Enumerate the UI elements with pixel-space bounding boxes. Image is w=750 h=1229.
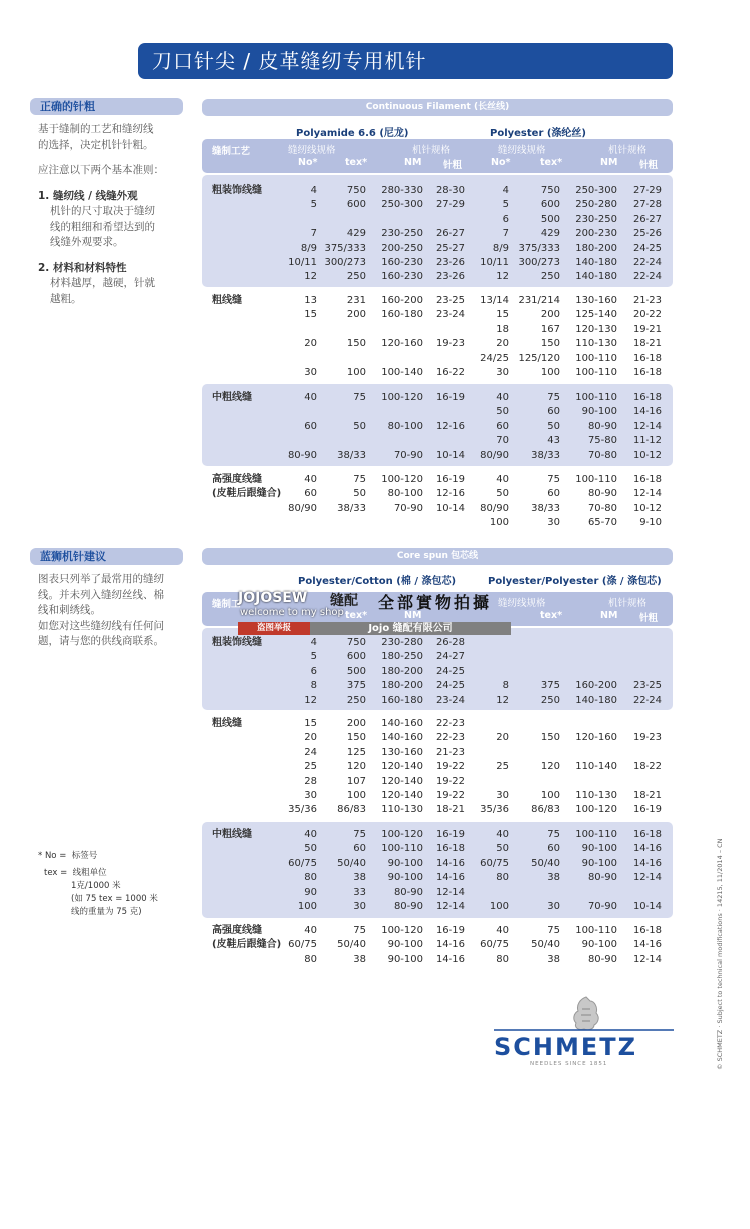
table-cell-column-b-sz: 21-23 20-22 19-21 18-21 16-18 16-18 <box>632 295 662 379</box>
process-category: 粗装饰线缝 <box>212 637 262 648</box>
table-cell-column-a-tex: 75 50/40 38 <box>337 925 366 965</box>
page-title: 刀口针尖 / 皮革缝纫专用机针 <box>138 43 673 79</box>
table-cell-column-b-tex: 75 60 50 43 38/33 <box>531 392 560 461</box>
table-cell-column-b-nm: 100-110 90-100 80-90 75-80 70-80 <box>575 392 617 461</box>
table-cell-column-b-no: 40 50 60/75 80 100 <box>480 829 509 913</box>
table-cell-column-b-sz: 27-29 27-28 26-27 25-26 24-25 22-24 22-24 <box>632 185 662 283</box>
rule-text: 材料越厚，越硬，针就 越粗。 <box>50 277 155 305</box>
side-paragraph: 基于缝制的工艺和缝纫线 的选择，决定机针针粗。 <box>38 123 154 151</box>
table-cell-column-a-no: 13 15 20 30 <box>304 295 317 379</box>
process-category: 粗装饰线缝 <box>212 185 262 196</box>
table-cell-column-a-no: 4 5 6 8 12 <box>304 637 317 706</box>
table-cell-column-b-nm: 100-110 90-100 90-100 80-90 70-90 <box>575 829 617 913</box>
table-cell-column-b-tex: 75 60 50/40 38 30 <box>531 829 560 913</box>
table-cell-column-b-tex: 75 60 38/33 30 <box>531 474 560 529</box>
process-category: 中粗线缝 <box>212 392 252 403</box>
side-text-needle-size <box>38 122 188 317</box>
header-size: 针粗 <box>443 160 463 171</box>
table-cell-column-b-sz: 16-18 12-14 10-12 9-10 <box>632 474 662 529</box>
table-cell-column-a-sz: 16-19 12-16 10-14 <box>435 392 465 461</box>
material-poly-cotton: Polyester/Cotton (棉 / 涤包芯) <box>298 576 457 587</box>
note-tex: tex = 线粗单位 1克/1000 米 (如 75 tex = 1000 米 线的重量为 75 克) <box>44 868 158 917</box>
side-heading-recommendation: 蓝狮机针建议 <box>30 548 183 565</box>
header-size: 针粗 <box>639 613 659 624</box>
table-cell-column-a-tex: 750 600 429 375/333 300/273 250 <box>324 185 366 283</box>
table-cell-column-a-sz: 16-19 14-16 14-16 <box>435 925 465 965</box>
table-cell-column-b-tex: 150 120 100 86/83 <box>531 732 560 816</box>
header-process: 缝制工艺 <box>212 146 251 157</box>
rule-heading: 1. 缝纫线 / 线缝外观 <box>38 189 138 202</box>
footer-copyright: © SCHMETZ · Subject to technical modifications · 14215, 11/2014 – CN <box>716 838 724 1070</box>
table-cell-column-b-sz: 16-18 14-16 12-14 <box>632 925 662 965</box>
table-cell-column-a-nm: 100-120 80-100 70-90 <box>381 474 423 514</box>
table-cell-column-a-nm: 160-200 160-180 120-160 100-140 <box>381 295 423 379</box>
table-cell-column-a-nm: 100-120 80-100 70-90 <box>381 392 423 461</box>
table-cell-column-a-tex: 750 600 500 375 250 <box>346 637 366 706</box>
header-no: No* <box>491 157 511 168</box>
process-category: 粗线缝 <box>212 718 242 729</box>
watermark-welcome: welcome to my shop <box>240 607 344 618</box>
header-nm: NM <box>600 157 618 168</box>
table-cell-column-a-tex: 75 60 50/40 38 33 30 <box>337 829 366 913</box>
table-cell-column-a-sz: 16-19 12-16 10-14 <box>435 474 465 514</box>
table-cell-column-a-sz: 28-30 27-29 26-27 25-27 23-26 23-26 <box>435 185 465 283</box>
table-cell-column-b-nm: 120-160 110-140 110-130 100-120 <box>575 732 617 816</box>
header-thread-spec: 缝纫线规格 <box>498 145 546 156</box>
header-nm: NM <box>600 610 618 621</box>
material-polyamide: Polyamide 6.6 (尼龙) <box>296 128 409 139</box>
rule-text: 机针的尺寸取决于缝纫 线的粗细和希望达到的 线缝外观要求。 <box>50 205 155 248</box>
table-cell-column-a-nm: 100-120 90-100 90-100 <box>381 925 423 965</box>
header-needle-spec: 机针规格 <box>608 145 647 156</box>
table-cell-column-a-nm: 140-160 140-160 130-160 120-140 120-140 120-140 110-130 <box>381 718 423 816</box>
table-cell-column-a-sz: 22-23 22-23 21-23 19-22 19-22 19-22 18-21 <box>435 718 465 816</box>
side-heading-needle-size: 正确的针粗 <box>30 98 183 115</box>
table-cell-column-a-tex: 75 50 38/33 <box>337 474 366 514</box>
table-cell-column-b-no: 40 50 80/90 100 <box>480 474 509 529</box>
table-cell-column-a-nm: 280-330 250-300 230-250 200-250 160-230 160-230 <box>381 185 423 283</box>
table-cell-column-a-tex: 200 150 125 120 107 100 86/83 <box>337 718 366 816</box>
note-no: * No = 标签号 <box>38 851 98 861</box>
table-cell-column-b-tex: 231/214 200 167 150 125/120 100 <box>518 295 560 379</box>
logo-rule <box>494 1028 674 1032</box>
table-cell-column-b-no: 8 12 <box>496 680 509 706</box>
table-cell-column-b-no: 20 25 30 35/36 <box>480 732 509 816</box>
rule-heading: 2. 材料和材料特性 <box>38 261 127 274</box>
header-tex: tex* <box>540 157 563 168</box>
table-cell-column-b-nm: 130-160 125-140 120-130 110-130 100-110 100-110 <box>575 295 617 379</box>
schmetz-tagline: NEEDLES SINCE 1851 <box>530 1061 608 1067</box>
header-size: 针粗 <box>639 160 659 171</box>
table-cell-column-a-sz: 16-19 16-18 14-16 14-16 12-14 12-14 <box>435 829 465 913</box>
table-cell-column-a-tex: 231 200 150 100 <box>346 295 366 379</box>
watermark-tagline: 全部實物拍攝 <box>378 593 493 612</box>
table-cell-column-a-no: 40 50 60/75 80 90 100 <box>288 829 317 913</box>
header-tex: tex* <box>540 610 563 621</box>
header-no: No* <box>298 157 318 168</box>
table-cell-column-a-sz: 23-25 23-24 19-23 16-22 <box>435 295 465 379</box>
watermark-brand: JOJOSEW <box>238 590 308 606</box>
section-bar-continuous-filament: Continuous Filament (长丝线) <box>202 99 673 116</box>
table-cell-column-b-no: 4 5 6 7 8/9 10/11 12 <box>480 185 509 283</box>
process-category: 高强度线缝 (皮鞋后跟缝合) <box>212 474 282 500</box>
header-thread-spec: 缝纫线规格 <box>498 598 546 609</box>
side-text-recommendation: 图表只列举了最常用的缝纫 线。并未列入缝纫丝线、棉 线和刺绣线。 如您对这些缝纫线有任何问 题，请与您的供线商联系。 <box>38 573 164 647</box>
table-cell-column-b-sz: 19-23 18-22 18-21 16-19 <box>632 732 662 816</box>
watermark-company: Jojo 缝配有限公司 <box>310 622 511 635</box>
table-cell-column-b-sz: 23-25 22-24 <box>632 680 662 706</box>
table-cell-column-b-tex: 75 50/40 38 <box>531 925 560 965</box>
process-category: 粗线缝 <box>212 295 242 306</box>
schmetz-logo: SCHMETZ <box>494 1033 638 1061</box>
table-cell-column-a-no: 4 5 7 8/9 10/11 12 <box>288 185 317 283</box>
process-category: 高强度线缝 (皮鞋后跟缝合) <box>212 925 282 951</box>
material-polyester: Polyester (涤纶丝) <box>490 128 586 139</box>
header-tex: tex* <box>345 610 368 621</box>
table-cell-column-b-tex: 750 600 500 429 375/333 300/273 250 <box>518 185 560 283</box>
table-cell-column-b-nm: 100-110 90-100 80-90 <box>575 925 617 965</box>
table-cell-column-b-nm: 100-110 80-90 70-80 65-70 <box>575 474 617 529</box>
section-bar-core-spun: Core spun 包芯线 <box>202 548 673 565</box>
process-category: 中粗线缝 <box>212 829 252 840</box>
table-cell-column-a-no: 40 60/75 80 <box>288 925 317 965</box>
table-cell-column-b-nm: 250-300 250-280 230-250 200-230 180-200 140-180 140-180 <box>575 185 617 283</box>
table-cell-column-a-tex: 75 50 38/33 <box>337 392 366 461</box>
header-nm: NM <box>404 157 422 168</box>
header-tex: tex* <box>345 157 368 168</box>
table-cell-column-a-no: 15 20 24 25 28 30 35/36 <box>288 718 317 816</box>
table-cell-column-a-sz: 26-28 24-27 24-25 24-25 23-24 <box>435 637 465 706</box>
table-cell-column-b-nm: 160-200 140-180 <box>575 680 617 706</box>
header-thread-spec: 缝纫线规格 <box>288 145 336 156</box>
table-cell-column-b-no: 40 50 60 70 80/90 <box>480 392 509 461</box>
table-cell-column-b-sz: 16-18 14-16 12-14 11-12 10-12 <box>632 392 662 461</box>
header-process: 缝制工 <box>212 599 241 610</box>
material-poly-poly: Polyester/Polyester (涤 / 涤包芯) <box>488 576 662 587</box>
table-cell-column-a-nm: 230-280 180-250 180-200 180-200 160-180 <box>381 637 423 706</box>
table-cell-column-b-no: 40 60/75 80 <box>480 925 509 965</box>
header-needle-spec: 机针规格 <box>412 145 451 156</box>
table-cell-column-a-no: 40 60 80/90 <box>288 474 317 514</box>
watermark-report: 盗图举报 <box>238 622 310 635</box>
table-cell-column-a-no: 40 60 80-90 <box>287 392 317 461</box>
table-cell-column-b-tex: 375 250 <box>540 680 560 706</box>
side-paragraph: 应注意以下两个基本准则： <box>38 164 164 176</box>
table-cell-column-b-no: 13/14 15 18 20 24/25 30 <box>480 295 509 379</box>
table-cell-column-a-nm: 100-120 100-110 90-100 90-100 80-90 80-90 <box>381 829 423 913</box>
table-cell-column-b-sz: 16-18 14-16 14-16 12-14 10-14 <box>632 829 662 913</box>
watermark-brand-cn: 缝配 <box>330 593 358 609</box>
header-needle-spec: 机针规格 <box>608 598 647 609</box>
header-nm: NM <box>404 610 422 621</box>
